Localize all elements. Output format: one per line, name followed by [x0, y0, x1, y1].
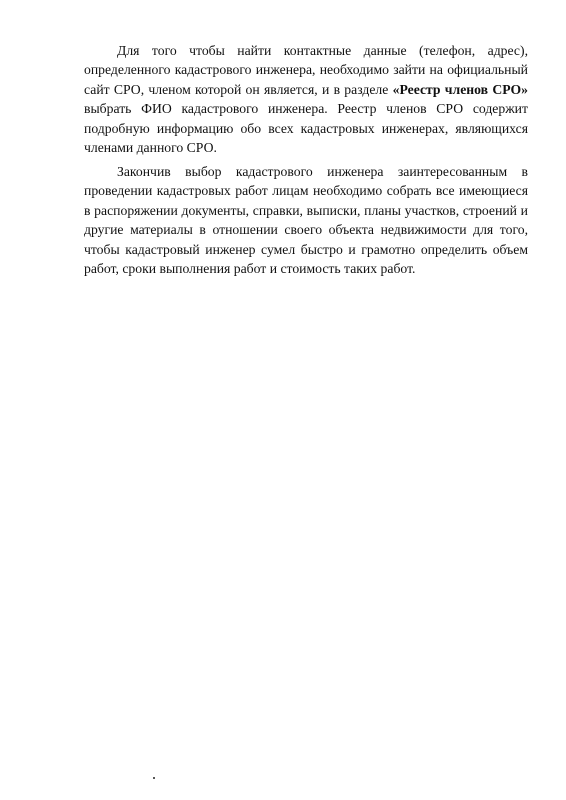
- paragraph-2: Закончив выбор кадастрового инженера заинтересованным в проведении кадастровых работ лицам необходимо собрать все имеющиеся в распоряжении документы, справки, выписки, планы участков, строений и другие материалы в отношении своего объекта недвижимости для того, чтобы кадастровый инженер сумел быстро и грамотно определить объем работ, сроки выполнения работ и стоимость таких работ.: [84, 164, 528, 277]
- paragraph-1: [84, 41, 528, 157]
- paragraph-1-block: [84, 41, 528, 157]
- paragraph-1-text-after: выбрать ФИО кадастрового инженера. Реестр членов СРО содержит подробную информацию обо всех кадастровых инженерах, являющихся членами данного СРО.: [84, 101, 528, 156]
- paragraph-2-block: [84, 162, 528, 278]
- registry-highlight: «Реестр членов СРО»: [392, 81, 528, 97]
- scan-speck: [153, 777, 155, 779]
- paragraph-1-text-before: Для того чтобы найти контактные данные (телефон, адрес), определенного кадастрового инженера, необходимо зайти на официальный сайт СРО, членом которой он является, и в разделе: [84, 43, 528, 97]
